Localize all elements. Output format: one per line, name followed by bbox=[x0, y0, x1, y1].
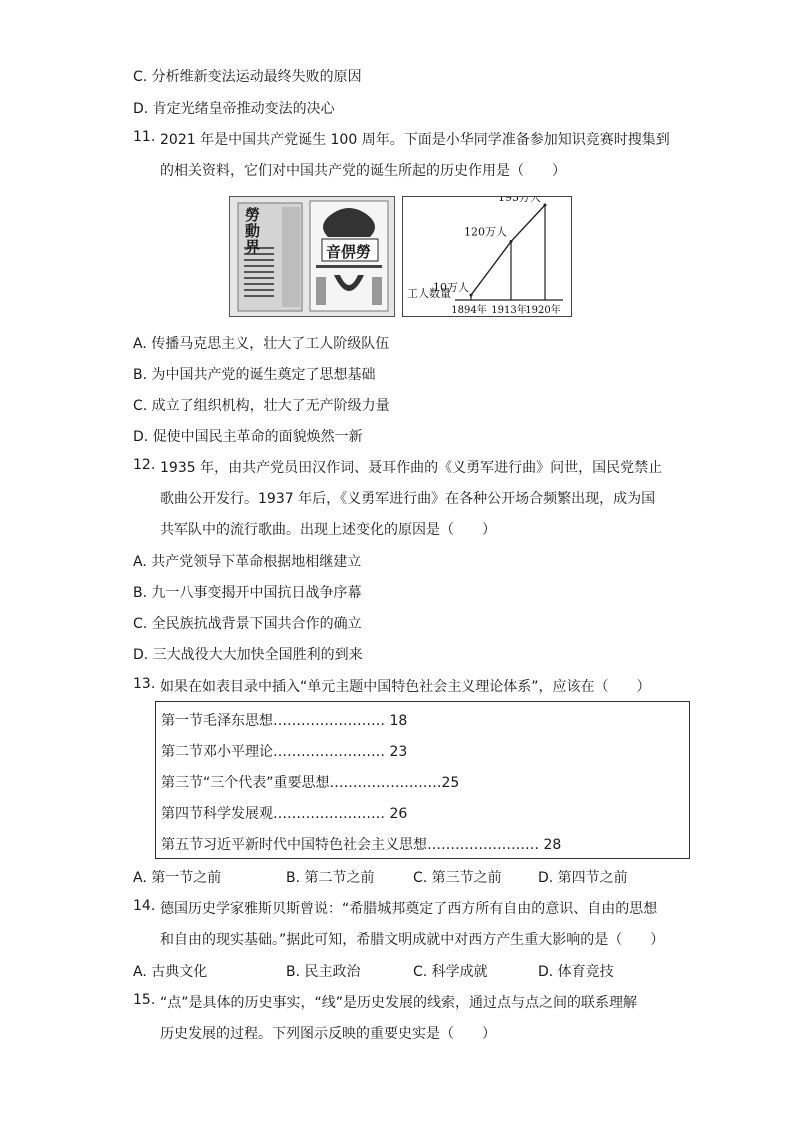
option-d-prev: D. 肯定光绪皇帝推动变法的决心 bbox=[133, 101, 335, 117]
chart-series-line bbox=[471, 205, 545, 295]
q13-option-a[interactable]: A. 第一节之前 bbox=[133, 870, 222, 886]
question-15-line1: “点”是具体的历史事实，“线”是历史发展的线索，通过点与点之间的联系理解 bbox=[160, 995, 638, 1011]
question-12-line1: 1935 年，由共产党员田汉作词、聂耳作曲的《义勇军进行曲》问世，国民党禁止 bbox=[160, 460, 663, 476]
q11-option-d[interactable]: D. 促使中国民主革命的面貌焕然一新 bbox=[133, 429, 363, 445]
option-c-prev: C. 分析维新变法运动最终失败的原因 bbox=[133, 69, 362, 85]
chart-point-label-2: 120万人 bbox=[464, 225, 507, 239]
question-11-line2: 的相关资料，它们对中国共产党的诞生所起的历史作用是（ ） bbox=[160, 163, 566, 179]
chart-point-3 bbox=[544, 204, 547, 207]
magazine-title-labor-voice: 音㑭勞 bbox=[326, 243, 372, 261]
q14-option-a[interactable]: A. 古典文化 bbox=[133, 964, 208, 980]
q12-option-a[interactable]: A. 共产党领导下革命根据地相继建立 bbox=[133, 554, 362, 570]
chart-point-label-1: 10万人 bbox=[433, 281, 469, 295]
q14-option-b[interactable]: B. 民主政治 bbox=[286, 964, 361, 980]
worker-count-chart bbox=[402, 196, 572, 317]
question-13-line1: 如果在如表目录中插入“单元主题中国特色社会主义理论体系”，应该在（ ） bbox=[160, 679, 651, 695]
q13-option-b[interactable]: B. 第二节之前 bbox=[286, 870, 375, 886]
chart-x-tick-label-2: 1913年 bbox=[491, 305, 527, 316]
question-12-line3: 共军队中的流行歌曲。出现上述变化的原因是（ ） bbox=[160, 522, 496, 538]
q13-options-row bbox=[133, 867, 733, 889]
question-14-line1: 德国历史学家雅斯贝斯曾说：“希腊城邦奠定了西方所有自由的意识、自由的思想 bbox=[160, 901, 658, 917]
chart-point-label-3: 195万人 bbox=[498, 197, 541, 204]
toc-entry-2: 第二节邓小平理论…………………… 23 bbox=[161, 744, 408, 760]
question-15-line2: 历史发展的过程。下列图示反映的重要史实是（ ） bbox=[160, 1026, 496, 1042]
question-12-line2: 歌曲公开发行。1937 年后，《义勇军进行曲》在各种公开场合频繁出现，成为国 bbox=[160, 491, 656, 507]
chart-x-tick-label-1: 1894年 bbox=[451, 305, 487, 316]
q14-option-d[interactable]: D. 体育竞技 bbox=[538, 964, 614, 980]
question-11-line1: 2021 年是中国共产党诞生 100 周年。下面是小华同学准备参加知识竞赛时搜集到 bbox=[160, 132, 670, 148]
chart-point-2 bbox=[510, 240, 513, 243]
chart-x-tick-label-3: 1920年 bbox=[525, 305, 561, 316]
worker-count-chart-svg bbox=[403, 197, 571, 316]
q11-option-b[interactable]: B. 为中国共产党的诞生奠定了思想基础 bbox=[133, 367, 376, 383]
q14-option-c[interactable]: C. 科学成就 bbox=[413, 964, 488, 980]
toc-entry-4: 第四节科学发展观…………………… 26 bbox=[161, 806, 408, 822]
question-number-15: 15. bbox=[133, 992, 156, 1008]
chart-y-axis-label: 工人数量 bbox=[407, 287, 451, 300]
question-number-12: 12. bbox=[133, 457, 156, 473]
magazine-title-labor-world: 勞動界 bbox=[243, 207, 261, 255]
q13-option-d[interactable]: D. 第四节之前 bbox=[538, 870, 628, 886]
chart-point-1 bbox=[470, 294, 473, 297]
table-of-contents-box bbox=[155, 701, 690, 859]
q14-options-row bbox=[133, 961, 733, 983]
q12-option-d[interactable]: D. 三大战役大大加快全国胜利的到来 bbox=[133, 647, 363, 663]
toc-entry-5: 第五节习近平新时代中国特色社会主义思想…………………… 28 bbox=[161, 837, 562, 853]
question-14-line2: 和自由的现实基础。”据此可知，希腊文明成就中对西方产生重大影响的是（ ） bbox=[160, 932, 665, 948]
q13-option-c[interactable]: C. 第三节之前 bbox=[413, 870, 502, 886]
q11-option-c[interactable]: C. 成立了组织机构，壮大了无产阶级力量 bbox=[133, 398, 390, 414]
magazine-photo bbox=[229, 196, 395, 317]
question-number-11: 11. bbox=[133, 129, 156, 145]
q12-option-b[interactable]: B. 九一八事变揭开中国抗日战争序幕 bbox=[133, 585, 362, 601]
question-number-13: 13. bbox=[133, 676, 156, 692]
q11-option-a[interactable]: A. 传播马克思主义，壮大了工人阶级队伍 bbox=[133, 336, 390, 352]
question-number-14: 14. bbox=[133, 898, 156, 914]
toc-entry-3: 第三节“三个代表”重要思想……………………25 bbox=[161, 775, 460, 791]
toc-entry-1: 第一节毛泽东思想…………………… 18 bbox=[161, 713, 408, 729]
q12-option-c[interactable]: C. 全民族抗战背景下国共合作的确立 bbox=[133, 616, 362, 632]
